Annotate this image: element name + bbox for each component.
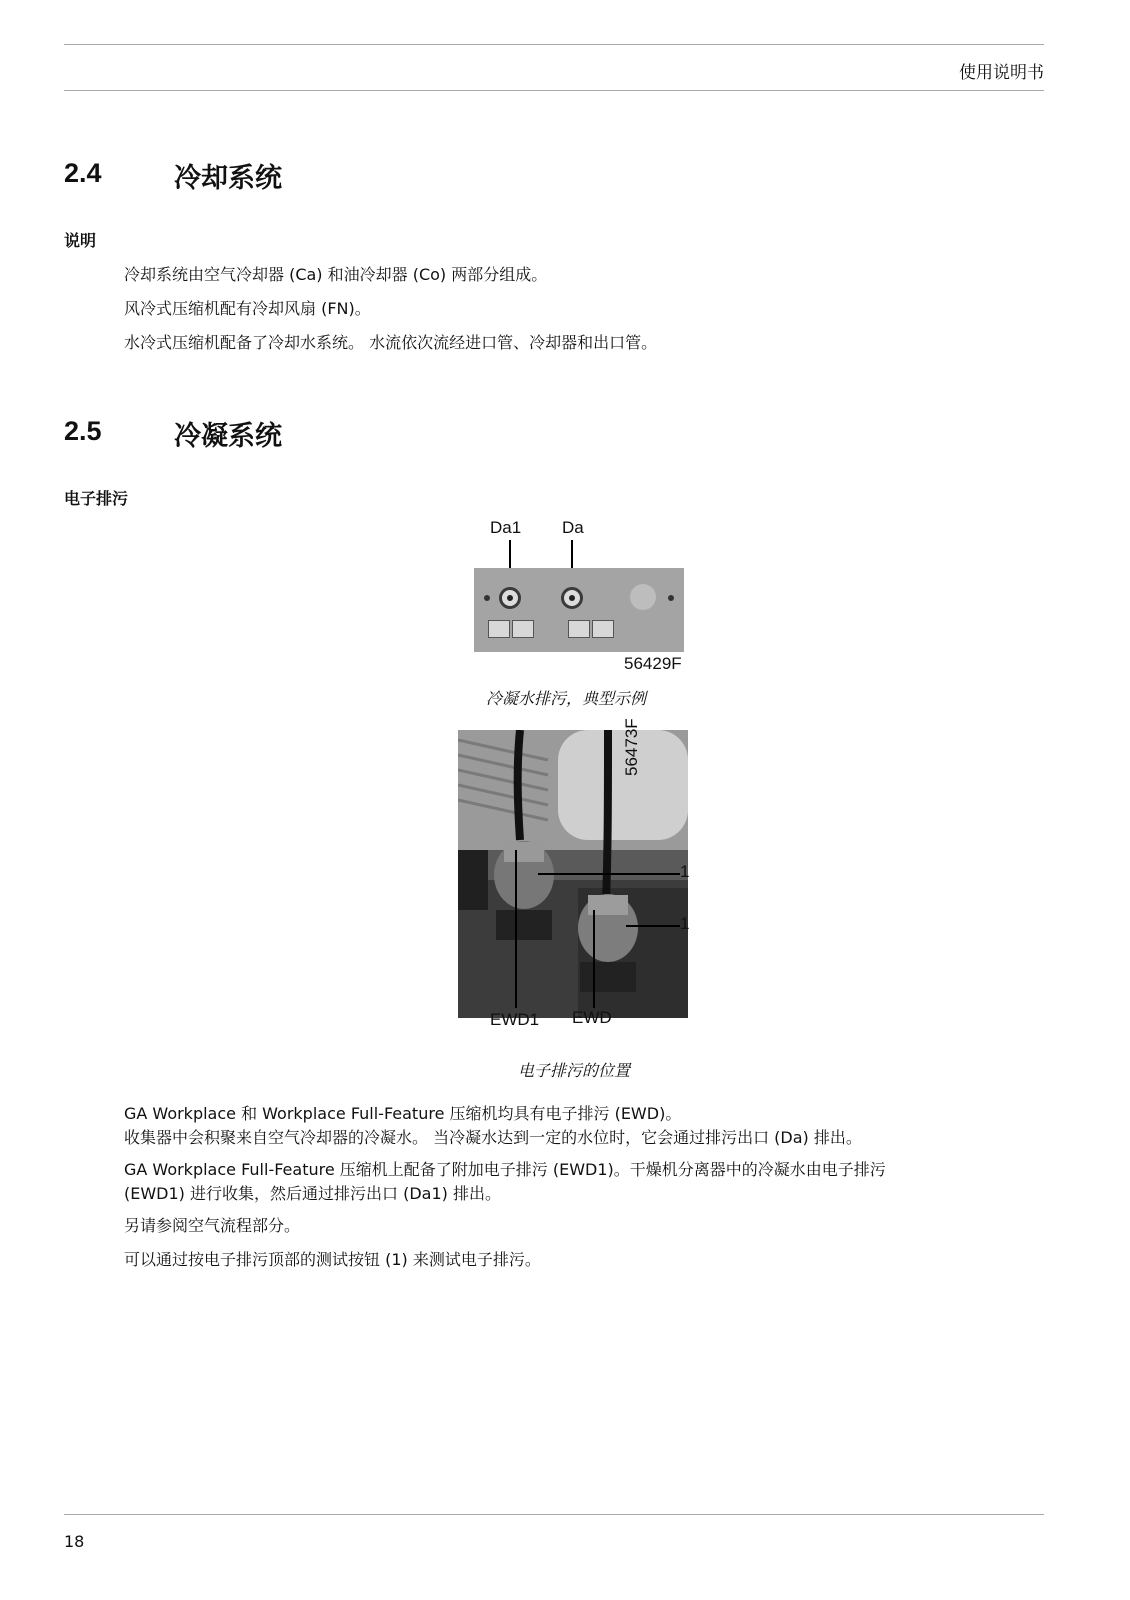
label-ewd1: EWD1 [490, 1010, 540, 1029]
callout-test-button: 1 [680, 862, 690, 881]
paragraph-line: (EWD1) 进行收集，然后通过排污出口 (Da1) 排出。 [124, 1184, 501, 1203]
callout-line [626, 925, 680, 927]
warning-sticker [592, 620, 614, 638]
condensate-paragraph [124, 1214, 1024, 1238]
paragraph-line: GA Workplace Full-Feature 压缩机上配备了附加电子排污 (EWD1)。干燥机分离器中的冷凝水由电子排污 [124, 1160, 886, 1179]
section-number-condensate: 2.5 [64, 416, 102, 446]
paragraph-line: 另请参阅空气流程部分。 [124, 1216, 301, 1235]
paragraph-line: 收集器中会积聚来自空气冷却器的冷凝水。 当冷凝水达到一定的水位时，它会通过排污出口 (Da) 排出。 [124, 1128, 862, 1147]
panel-knob [630, 584, 656, 610]
callout-test-button: 1 [680, 914, 690, 933]
paragraph-line: GA Workplace 和 Workplace Full-Feature 压缩机均具有电子排污 (EWD)。 [124, 1104, 682, 1123]
figure-code: 56429F [624, 654, 682, 673]
figure-caption: 电子排污的位置 [518, 1061, 631, 1080]
figure-code-rotated: 56473F [622, 718, 641, 776]
warning-sticker [568, 620, 590, 638]
label-da1: Da1 [490, 518, 522, 537]
panel-screw [484, 595, 490, 601]
header-bottom-rule [64, 90, 1044, 91]
label-da: Da [562, 518, 584, 537]
subheading-description: 说明 [64, 231, 97, 250]
drain-outlet-da1 [499, 587, 521, 609]
callout-line [538, 873, 680, 875]
condensate-paragraph [124, 1158, 1024, 1206]
footer-rule [64, 1514, 1044, 1515]
panel-screw [668, 595, 674, 601]
leader-line-ewd1 [515, 850, 517, 1008]
condensate-paragraph [124, 1248, 1024, 1272]
warning-sticker [488, 620, 510, 638]
leader-line-ewd [593, 910, 595, 1008]
warning-sticker [512, 620, 534, 638]
figure-ewd-location [458, 718, 708, 1060]
drain-panel-photo [474, 568, 684, 652]
header-title: 使用说明书 [959, 63, 1044, 83]
section-number-cooling: 2.4 [64, 158, 102, 188]
paragraph-line: 可以通过按电子排污顶部的测试按钮 (1) 来测试电子排污。 [124, 1250, 541, 1269]
drain-outlet-da [561, 587, 583, 609]
figure-drain-outlets [474, 518, 718, 684]
cooling-paragraph: 冷却系统由空气冷却器 (Ca) 和油冷却器 (Co) 两部分组成。 [124, 265, 548, 284]
section-title-cooling: 冷却系统 [174, 163, 282, 194]
header-top-rule [64, 44, 1044, 45]
condensate-paragraph [124, 1102, 1024, 1150]
section-title-condensate: 冷凝系统 [174, 421, 282, 452]
page-number: 18 [64, 1532, 85, 1551]
cooling-paragraph: 风冷式压缩机配有冷却风扇 (FN)。 [124, 299, 371, 318]
label-ewd: EWD [572, 1008, 612, 1027]
figure-caption: 冷凝水排污，典型示例 [486, 689, 647, 708]
subheading-electronic-drain: 电子排污 [64, 489, 129, 508]
cooling-paragraph: 水冷式压缩机配备了冷却水系统。 水流依次流经进口管、冷却器和出口管。 [124, 333, 658, 352]
